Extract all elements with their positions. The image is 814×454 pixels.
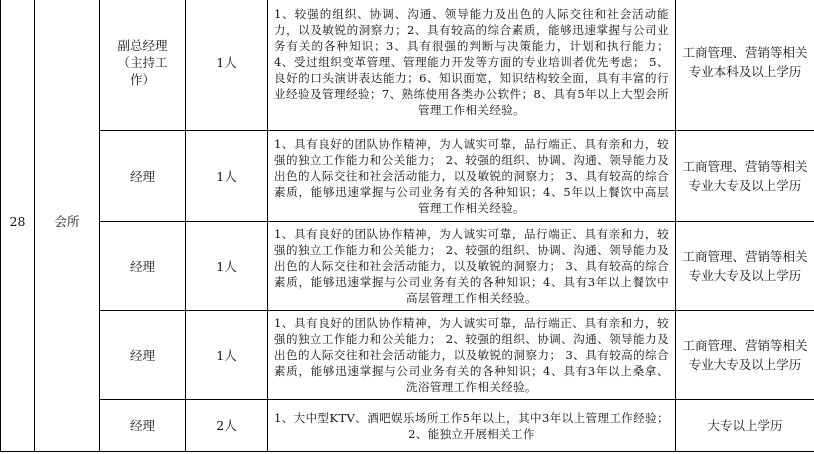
table-row — [1, 0, 814, 131]
position-cell: 经理 — [100, 400, 186, 452]
headcount-cell: 1人 — [186, 222, 268, 311]
requirements-cell: 1、具有良好的团队协作精神，为人诚实可靠，品行端正、具有亲和力，较强的独立工作能力和公关能力； 2、较强的组织、协调、沟通、领导能力及出色的人际交往和社会活动能力，以及敏锐的洞察力； 3、具有较高的综合素质，能够迅速掌握与公司业务有关的各种知识；4、5年以上餐饮中高层管理工作相关经验。 — [268, 131, 676, 222]
major-cell: 工商管理、营销等相关专业大专及以上学历 — [676, 222, 814, 311]
headcount-cell: 1人 — [186, 0, 268, 131]
major-cell: 工商管理、营销等相关专业大专及以上学历 — [676, 311, 814, 400]
headcount-cell: 2人 — [186, 400, 268, 452]
position-cell: 副总经理（主持工作） — [100, 0, 186, 131]
major-cell: 工商管理、营销等相关专业大专及以上学历 — [676, 131, 814, 222]
table-row — [1, 311, 814, 400]
department-name: 会所 — [35, 0, 100, 452]
table-row — [1, 222, 814, 311]
requirements-cell: 1、具有良好的团队协作精神，为人诚实可靠，品行端正、具有亲和力，较强的独立工作能力和公关能力； 2、较强的组织、协调、沟通、领导能力及出色的人际交往和社会活动能力，以及敏锐的洞察力； 3、具有较高的综合素质，能够迅速掌握与公司业务有关的各种知识；4、具有3年以上桑拿、洗浴管理工作相关经验。 — [268, 311, 676, 400]
table-row — [1, 400, 814, 452]
headcount-cell: 1人 — [186, 311, 268, 400]
headcount-cell: 1人 — [186, 131, 268, 222]
requirements-cell: 1、具有良好的团队协作精神，为人诚实可靠，品行端正、具有亲和力，较强的独立工作能力和公关能力； 2、较强的组织、协调、沟通、领导能力及出色的人际交往和社会活动能力，以及敏锐的洞察力； 3、具有较高的综合素质，能够迅速掌握与公司业务有关的各种知识；4、具有3年以上餐饮中高层管理工作相关经验。 — [268, 222, 676, 311]
position-cell: 经理 — [100, 222, 186, 311]
major-cell: 工商管理、营销等相关专业本科及以上学历 — [676, 0, 814, 131]
table-row — [1, 131, 814, 222]
requirements-cell: 1、大中型KTV、酒吧娱乐场所工作5年以上，其中3年以上管理工作经验；2、能独立开展相关工作 — [268, 400, 676, 452]
position-cell: 经理 — [100, 131, 186, 222]
position-cell: 经理 — [100, 311, 186, 400]
group-number: 28 — [1, 0, 35, 452]
major-cell: 大专以上学历 — [676, 400, 814, 452]
requirements-cell: 1、较强的组织、协调、沟通、领导能力及出色的人际交往和社会活动能力，以及敏锐的洞察力；2、具有较高的综合素质，能够迅速掌握与公司业务有关的各种知识；3、具有很强的判断与决策能力，计划和执行能力；4、受过组织变革管理、管理能力开发等方面的专业培训者优先考虑； 5、良好的口头演讲表达能力；6、知识面宽，知识结构较全面，具有丰富的行业经验及管理经验；7、熟练使用各类办公软件；8、具有5年以上大型会所管理工作相关经验。 — [268, 0, 676, 131]
